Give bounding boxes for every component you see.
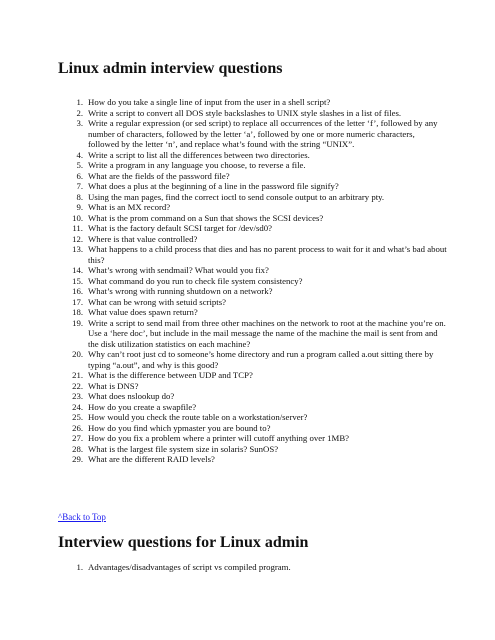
section-heading-interview-questions: Interview questions for Linux admin: [58, 534, 309, 551]
back-to-top-link[interactable]: ^Back to Top: [58, 512, 106, 522]
list-item-number: 2.: [76, 107, 83, 118]
list-item: [58, 223, 448, 234]
list-item-number: 27.: [72, 433, 83, 443]
list-item: [58, 349, 448, 370]
list-item-number: 26.: [72, 422, 83, 433]
list-item: [58, 213, 448, 224]
list-item-text: How do you take a single line of input from the user in a shell script?: [88, 97, 331, 107]
list-item-text: How do you fix a problem where a printer will cutoff anything over 1MB?: [88, 433, 350, 443]
list-item: [58, 381, 448, 392]
list-item-text: What is the largest file system size in solaris? SunOS?: [88, 443, 279, 454]
list-item-number: 19.: [72, 317, 83, 328]
list-item: [58, 192, 448, 203]
list-item-number: 24.: [72, 401, 83, 412]
list-item-text: Advantages/disadvantages of script vs compiled program.: [88, 562, 291, 572]
list-item-number: 13.: [72, 244, 83, 254]
list-item: [58, 234, 448, 245]
list-item-text: What is DNS?: [88, 380, 139, 391]
list-item: [58, 444, 448, 455]
list-item-number: 28.: [72, 443, 83, 454]
list-item-text: What are the different RAID levels?: [88, 454, 215, 464]
list-item-text: Using the man pages, find the correct ioctl to send console output to an arbitrary pty.: [88, 191, 385, 202]
list-item-text: Write a script to send mail from three other machines on the network to root at the machine you’re on. Use a ‘here doc’, but include in the mail message the name of the machine the mail is sent from and the disk utilization statistics on each machine?: [88, 317, 446, 349]
list-item-number: 11.: [72, 223, 83, 233]
list-item: [58, 171, 448, 182]
list-item-text: What are the fields of the password file?: [88, 170, 230, 181]
list-item-number: 12.: [72, 233, 83, 244]
list-item-number: 16.: [72, 286, 83, 296]
list-item: [58, 150, 448, 161]
list-item: [58, 286, 448, 297]
list-item-text: Write a regular expression (or sed script) to replace all occurrences of the letter ‘f’, followed by any number of characters, followed by the letter ‘a’, followed by one or more numeric characters, followed by the letter ‘n’, and replace what’s found with the string “UNIX”.: [88, 118, 438, 149]
list-item: [58, 454, 448, 465]
list-item-text: What is the factory default SCSI target for /dev/sd0?: [88, 223, 273, 233]
list-item: [58, 562, 448, 573]
list-item-number: 22.: [72, 380, 83, 391]
question-list: [58, 97, 448, 465]
list-item: [58, 423, 448, 434]
list-item-text: What can be wrong with setuid scripts?: [88, 296, 227, 307]
list-item-number: 4.: [76, 149, 83, 160]
list-item-text: What happens to a child process that dies and has no parent process to wait for it and what’s bad about this?: [88, 244, 447, 265]
list-item-number: 23.: [72, 391, 83, 401]
list-item: [58, 307, 448, 318]
list-item: [58, 265, 448, 276]
list-item-number: 9.: [76, 202, 83, 212]
list-item-text: What command do you run to check file system consistency?: [88, 275, 303, 286]
list-item-text: What is the difference between UDP and TCP?: [88, 370, 253, 380]
list-item-number: 14.: [72, 265, 83, 275]
list-item: [58, 297, 448, 308]
list-item-text: Where is that value controlled?: [88, 233, 198, 244]
list-item: [58, 108, 448, 119]
list-item: [58, 160, 448, 171]
list-item: [58, 181, 448, 192]
list-item-number: 5.: [76, 160, 83, 170]
list-item-text: What does nslookup do?: [88, 391, 175, 401]
list-item-number: 8.: [76, 191, 83, 202]
list-item: [58, 433, 448, 444]
list-item-text: What is the prom command on a Sun that shows the SCSI devices?: [88, 212, 324, 223]
list-item-text: How do you find which ypmaster you are bound to?: [88, 422, 271, 433]
list-item-text: What does a plus at the beginning of a line in the password file signify?: [88, 181, 339, 191]
list-item-number: 29.: [72, 454, 83, 464]
list-item-number: 21.: [72, 370, 83, 380]
list-item-text: Write a program in any language you choose, to reverse a file.: [88, 160, 306, 170]
list-item-text: What value does spawn return?: [88, 307, 198, 317]
list-item-number: 20.: [72, 349, 83, 359]
list-item: [58, 244, 448, 265]
list-item: [58, 402, 448, 413]
list-item: [58, 97, 448, 108]
question-list-2: [58, 562, 448, 573]
list-item-number: 1.: [76, 562, 83, 572]
list-item-number: 17.: [72, 296, 83, 307]
list-item-number: 15.: [72, 275, 83, 286]
list-item: [58, 318, 448, 350]
list-item: [58, 276, 448, 287]
list-item-text: How would you check the route table on a workstation/server?: [88, 412, 308, 422]
list-item-number: 10.: [72, 212, 83, 223]
list-item-number: 3.: [76, 118, 83, 128]
list-item-number: 18.: [72, 307, 83, 317]
list-item-text: Why can’t root just cd to someone’s home directory and run a program called a.out sitting there by typing “a.out”, and why is this good?: [88, 349, 434, 370]
list-item-text: Write a script to list all the differences between two directories.: [88, 149, 310, 160]
list-item-number: 7.: [76, 181, 83, 191]
section-heading-linux-admin: Linux admin interview questions: [58, 60, 283, 77]
list-item: [58, 118, 448, 150]
list-item-number: 25.: [72, 412, 83, 422]
list-item-text: What is an MX record?: [88, 202, 171, 212]
list-item: [58, 370, 448, 381]
list-item-text: What’s wrong with sendmail? What would you fix?: [88, 265, 269, 275]
list-item: [58, 391, 448, 402]
list-item-text: What’s wrong with running shutdown on a network?: [88, 286, 273, 296]
list-item-text: How do you create a swapfile?: [88, 401, 197, 412]
list-item: [58, 202, 448, 213]
list-item-number: 6.: [76, 170, 83, 181]
list-item-number: 1.: [76, 97, 83, 107]
list-item-text: Write a script to convert all DOS style backslashes to UNIX style slashes in a list of files.: [88, 107, 402, 118]
list-item: [58, 412, 448, 423]
